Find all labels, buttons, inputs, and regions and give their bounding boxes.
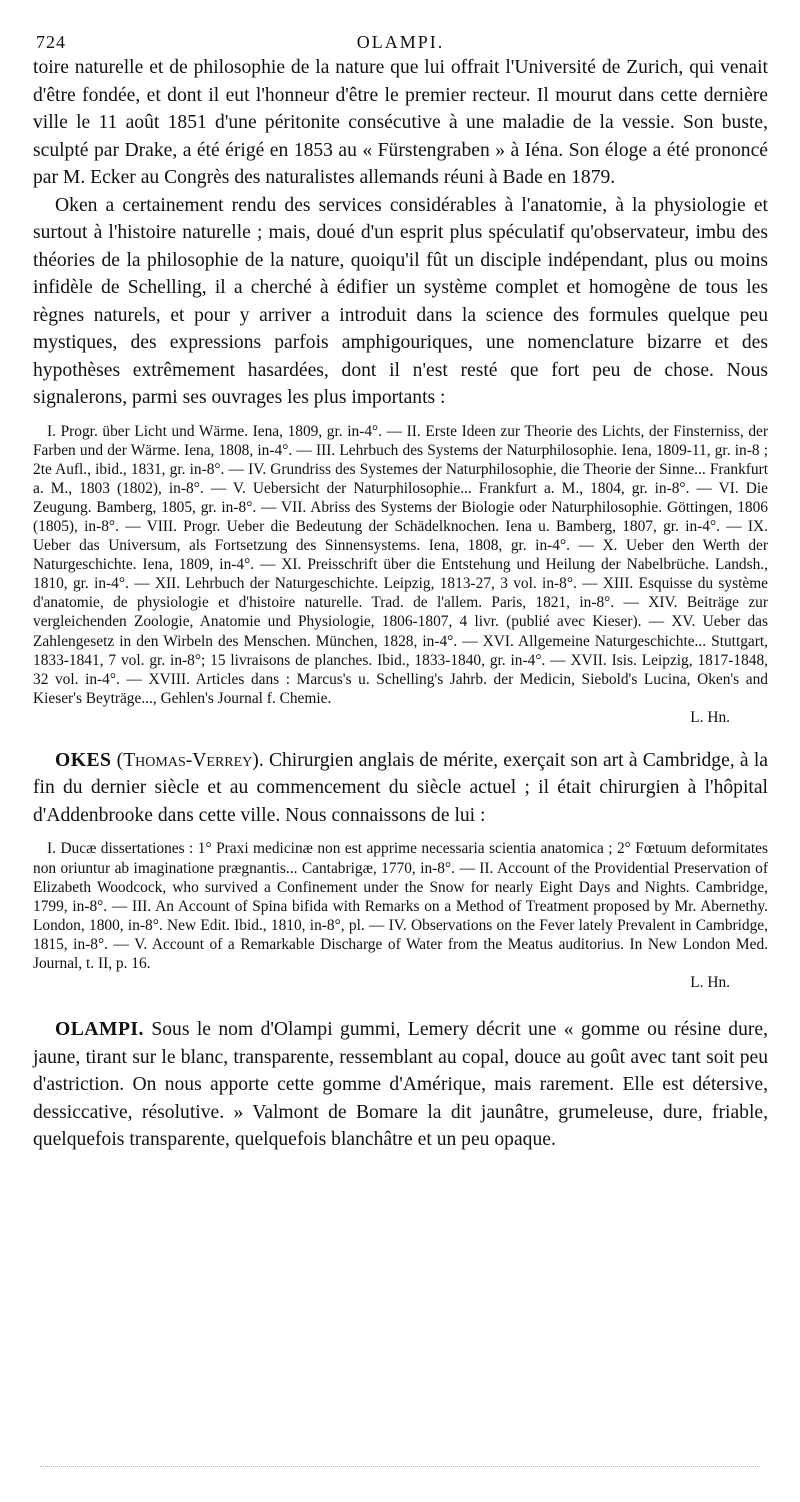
oken-paragraph-2: Oken a certainement rendu des services considérables à l'anatomie, à la physiologie et surtout à l'histoire naturelle ; mais, doué d'un esprit plus spéculatif qu'observateur, imbu des théories de la philosophie de la nature, quoiqu'il fût un disciple indépendant, plus ou moins infidèle de Schelling, il a cherché à édifier un système complet et homogène de tous les règnes naturels, et pour y arriver a introduit dans la science des formules quelque peu mystiques, des expressions parfois amphigouriques, une nomenclature bizarre et des hypothèses extrêmement hasardées, dont il n'est resté que fort peu de chose. Nous signalerons, parmi ses ouvrages les plus importants :	[33, 194, 768, 408]
okes-signature: L. Hn.	[690, 974, 730, 992]
olampi-text: Sous le nom d'Olampi gummi, Lemery décrit une « gomme ou résine dure, jaune, tirant sur le blanc, transparente, ressemblant au copal, douce au goût avec tant soit peu d'astriction. On nous apporte cette gomme d'Amérique, mais rarement. Elle est détersive, dessiccative, résolutive. » Valmont de Bomare la dit jaunâtre, grumeleuse, dure, friable, quelquefois transparente, quelquefois blanchâtre et un peu opaque.	[33, 1019, 768, 1151]
page-number: 724	[36, 32, 66, 52]
okes-headword: OKES	[55, 749, 112, 771]
okes-bibliography: I. Ducæ dissertationes : 1° Praxi medicinæ non est apprime necessaria scientia anatomica ; 2° Fœtuum deformitates non oriuntur ab imaginatione prægnantis... Cantabrigæ, 1770, in-8°. — II. Account of the Providential Preservation of Elizabeth Woodcock, who survived a Confinement under the Snow for nearly Eight Days and Nights. Cambridge, 1799, in-8°. — III. An Account of Spina bifida with Remarks on a Method of Treatment proposed by Mr. Abernethy. London, 1800, in-8°. New Edit. Ibid., 1810, in-8°, pl. — IV. Observations on the Fever lately Prevalent in Cambridge, 1815, in-8°. — V. Account of a Remarkable Discharge of Water from the Meatus auditorius. In New London Med. Journal, t. II, p. 16.	[33, 840, 768, 972]
okes-text: Chirurgien anglais de mérite, exerçait son art à Cambridge, à la fin du dernier siècle et au commencement du siècle actuel ; il était chirurgien à l'hôpital d'Addenbrooke dans cette ville. Nous connaissons de lui :	[33, 749, 768, 826]
oken-bibliography: I. Progr. über Licht und Wärme. Iena, 1809, gr. in-4°. — II. Erste Ideen zur Theorie des Lichts, der Finsterniss, der Farben und der Wärme. Iena, 1808, in-4°. — III. Lehrbuch des Systems der Naturphilosophie. Iena, 1809-11, gr. in-8 ; 2te Aufl., ibid., 1831, gr. in-8°. — IV. Grundriss des Systemes der Naturphilosophie, die Theorie der Sinne... Frankfurt a. M., 1803 (1802), in-8°. — V. Uebersicht der Naturphilosophie... Frankfurt a. M., 1804, gr. in-8°. — VI. Die Zeugung. Bamberg, 1805, gr. in-8°. — VII. Abriss des Systems der Biologie oder Naturphilosophie. Göttingen, 1806 (1805), in-8°. — VIII. Progr. Ueber die Bedeutung der Schädelknochen. Iena u. Bamberg, 1807, gr. in-4°. — IX. Ueber das Universum, als Fortsetzung des Sinnensystems. Iena, 1808, gr. in-4°. — X. Ueber den Werth der Naturgeschichte. Iena, 1809, in-4°. — XI. Preisschrift über die Entstehung und Heilung der Nabelbrüche. Landsh., 1810, gr. in-4°. — XII. Lehrbuch der Naturgeschichte. Leipzig, 1813-27, 3 vol. in-8°. — XIII. Esquisse du système d'anatomie, de physiologie et d'histoire naturelle. Trad. de l'allem. Paris, 1821, in-8°. — XIV. Beiträge zur vergleichenden Zoologie, Anatomie und Physiologie, 1806-1807, 4 livr. (publié avec Kieser). — XV. Ueber das Zahlengesetz in den Wirbeln des Menschen. München, 1828, in-4°. — XVI. Allgemeine Naturgeschichte... Stuttgart, 1833-1841, 7 vol. gr. in-8°; 15 livraisons de planches. Ibid., 1833-1840, gr. in-4°. — XVII. Isis. Leipzig, 1817-1848, 32 vol. in-4°. — XVIII. Articles dans : Marcus's u. Schelling's Jahrb. der Medicin, Siebold's Lucina, Oken's and Kieser's Beyträge..., Gehlen's Journal f. Chemie.	[33, 422, 768, 707]
olampi-headword: OLAMPI.	[55, 1019, 144, 1041]
entry-olampi	[33, 1016, 768, 1154]
okes-name: (Thomas-Verrey).	[116, 749, 264, 771]
dictionary-page	[33, 28, 768, 1154]
page-header	[33, 28, 768, 54]
oken-paragraph-1: toire naturelle et de philosophie de la nature que lui offrait l'Université de Zurich, qui venait d'être fondée, et dont il eut l'honneur d'être le premier recteur. Il mourut dans cette dernière ville le 11 août 1851 d'une péritonite consécutive à une maladie de la vessie. Son buste, sculpté par Drake, a été érigé en 1853 au « Fürstengraben » à Iéna. Son éloge a été prononcé par M. Ecker au Congrès des naturalistes allemands réuni à Bade en 1879.	[33, 57, 768, 188]
running-title: OLAMPI.	[356, 32, 445, 52]
bottom-dotted-line	[40, 1466, 760, 1471]
entry-okes	[33, 747, 768, 992]
oken-signature: L. Hn.	[690, 708, 730, 726]
entry-oken-continued	[33, 54, 768, 727]
